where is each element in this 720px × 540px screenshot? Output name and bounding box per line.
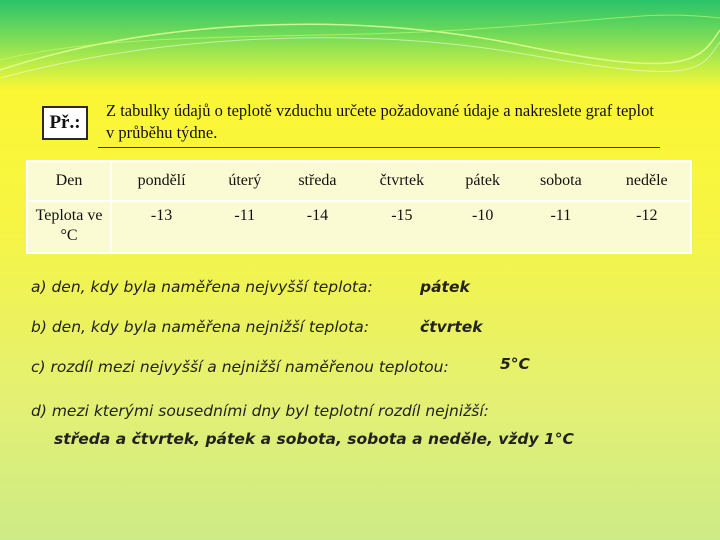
temp-cell: -10 [472,207,494,224]
task-text: Z tabulky údajů o teplotě vzduchu určete požadované údaje a nakreslete graf teplot v průběhu týdne. [106,101,654,142]
day-cell: středa [278,161,356,201]
table-row-temps [27,201,691,253]
day-cell: pátek [447,161,518,201]
task-underline [98,147,660,148]
temp-cell: -12 [636,207,658,224]
temp-cell: -14 [306,207,329,224]
temp-cell: -11 [550,207,572,224]
answer-d: středa a čtvrtek, pátek a sobota, sobota a neděle, vždy 1°C [54,430,574,448]
answer-b: čtvrtek [420,318,483,336]
day-cell: neděle [604,161,691,201]
day-cell: čtvrtek [356,161,447,201]
temp-cell: -13 [150,207,173,224]
answer-c: 5°C [500,355,530,373]
header-cell-teplota: Teplota ve °C [27,201,111,253]
day-cell: úterý [211,161,278,201]
temperature-table [26,160,692,254]
header-cell-den: Den [27,161,111,201]
example-label: Př.: [42,106,88,140]
answer-a: pátek [420,278,470,296]
question-a: a) den, kdy byla naměřena nejvyšší teplota: [31,278,373,296]
day-cell: sobota [518,161,603,201]
question-c: c) rozdíl mezi nejvyšší a nejnižší naměřenou teplotou: [31,358,449,376]
temp-cell: -11 [234,207,256,224]
decorative-swirl [0,0,720,90]
day-cell: pondělí [111,161,211,201]
table-row-days [27,161,691,201]
temp-cell: -15 [391,207,413,224]
question-b: b) den, kdy byla naměřena nejnižší teplota: [31,318,369,336]
question-d: d) mezi kterými sousedními dny byl teplotní rozdíl nejnižší: [31,402,489,420]
